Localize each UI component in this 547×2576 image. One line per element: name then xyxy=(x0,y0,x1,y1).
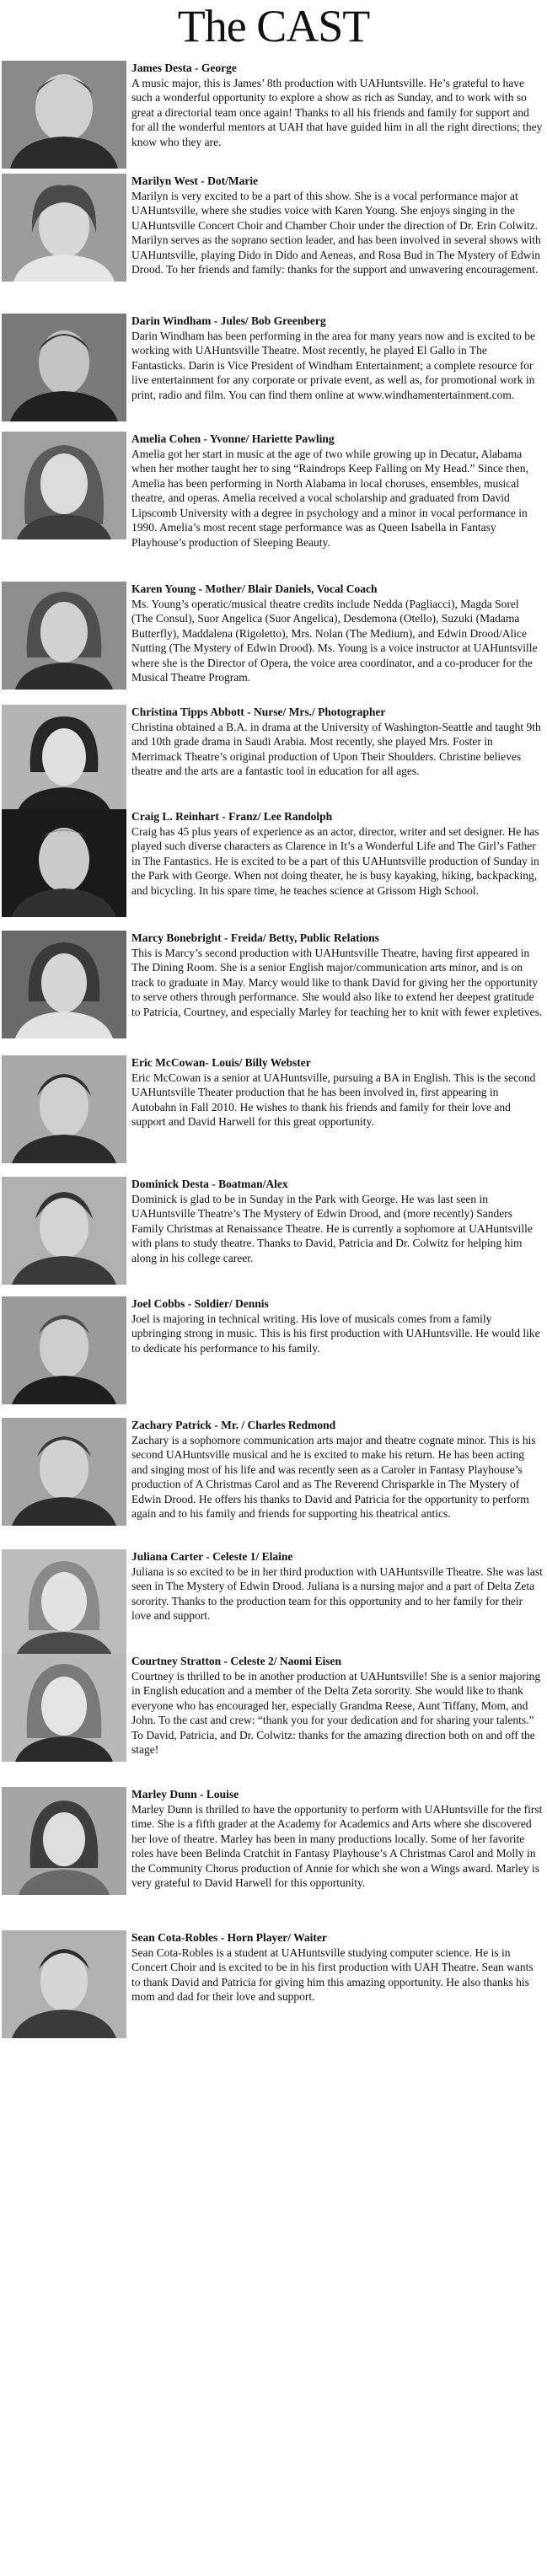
cast-bio: Dominick is glad to be in Sunday in the Park with George. He was last seen in UAHuntsville Theatre’s The Mystery of Edwin Drood, and (more recently) Sanders Family Christmas at Renaissance Theatre. He is currently a sophomore at UAHuntsville with plans to study theatre. Thanks to David, Patricia and Dr. Colwitz for helping him along in his college career. xyxy=(131,1192,533,1264)
cast-bio: Zachary is a sophomore communication arts major and theatre cognate minor. This is his second UAHuntsville musical and he is excited to make his return. He has been acting and singing most of his life and was recently seen as a Caroler in Fantasy Playhouse’s production of A Christmas Carol and as The Reverend Chrisparkle in The Mystery of Edwin Drood. He offers his thanks to David and Patricia for the opportunity to perform again and to his family and friends for supporting his theatrical antics. xyxy=(131,1433,536,1520)
cast-bio: Amelia got her start in music at the age of two while growing up in Decatur, Alabama when her mother taught her to sing “Raindrops Keep Falling on My Head.” Since then, Amelia has been performing in North Alabama in local choruses, ensembles, musical theatre, and operas. Amelia received a vocal scholarship and graduated from David Lipscomb University with a degree in psychology and a minor in vocal performance in 1990. Amelia’s most recent stage performance was as Queen Isabella in Fantasy Playhouse’s production of Sleeping Beauty. xyxy=(131,447,528,549)
cast-name-role: Zachary Patrick - Mr. / Charles Redmond xyxy=(131,1419,336,1431)
headshot-photo xyxy=(2,705,126,813)
headshot-photo xyxy=(2,1930,126,2038)
headshot-photo xyxy=(2,1177,126,1285)
cast-bio: Eric McCowan is a senior at UAHuntsville, pursuing a BA in English. This is the second UAHuntsville Theater production that he has been involved in, first appearing in Autobahn in Fall 2010. He wishes to thank his friends and family for their love and support and David Harwell for this great opportunity. xyxy=(131,1071,536,1128)
cast-name-role: Craig L. Reinhart - Franz/ Lee Randolph xyxy=(131,810,333,823)
headshot-photo xyxy=(2,582,126,690)
cast-bio: Craig has 45 plus years of experience as an actor, director, writer and set designer. He has played such diverse characters as Clarence in It’s a Wonderful Life and The Girl’s Father in The Fantastics. He is excited to be a part of this UAHuntsville production of Sunday in the Park with George. When not doing theater, he is busy kayaking, hiking, backpacking, and bicycling. In his spare time, he teaches science at Grissom High School. xyxy=(131,824,539,897)
cast-name-role: Sean Cota-Robles - Horn Player/ Waiter xyxy=(131,1931,327,1944)
cast-name-role: Marilyn West - Dot/Marie xyxy=(131,174,259,187)
cast-name-role: Juliana Carter - Celeste 1/ Elaine xyxy=(131,1550,293,1563)
cast-name-role: Marcy Bonebright - Freida/ Betty, Public Relations xyxy=(131,931,379,944)
cast-name-role: Courtney Stratton - Celeste 2/ Naomi Eisen xyxy=(131,1655,341,1667)
cast-bio: Juliana is so excited to be in her third production with UAHuntsville Theatre. She was last seen in The Mystery of Edwin Drood. Juliana is a nursing major and a part of Delta Zeta sorority. Thanks to the production team for this opportunity and to her family for their love and support. xyxy=(131,1564,543,1622)
headshot-photo xyxy=(2,1055,126,1163)
cast-name-role: Eric McCowan- Louis/ Billy Webster xyxy=(131,1056,311,1069)
cast-bio: Sean Cota-Robles is a student at UAHuntsville studying computer science. He is in Concert Choir and is excited to be in his first production with UAH Theatre. Sean wants to thank David and Patricia for giving him this amazing opportunity. He also thanks his mom and dad for their love and support. xyxy=(131,1945,534,2003)
headshot-photo xyxy=(2,809,126,917)
headshot-photo xyxy=(2,174,126,282)
headshot-photo xyxy=(2,1296,126,1404)
headshot-photo xyxy=(2,1549,126,1657)
cast-bio: Marley Dunn is thrilled to have the opportunity to perform with UAHuntsville for the first time. She is a fifth grader at the Academy for Academics and Arts where she discovered her love of theatre. Marley has been in many productions locally. Some of her favorite roles have been Belinda Cratchit in Fantasy Playhouse’s A Christmas Carol and Molly in the Community Chorus production of Annie for which she won a Wings award. Marley is very grateful to David Harwell for this opportunity. xyxy=(131,1802,543,1889)
cast-name-role: Joel Cobbs - Soldier/ Dennis xyxy=(131,1297,269,1310)
cast-name-role: Amelia Cohen - Yvonne/ Hariette Pawling xyxy=(131,432,335,445)
cast-bio: A music major, this is James’ 8th production with UAHuntsville. He’s grateful to have such a wonderful opportunity to explore a show as rich as Sunday, and to work with so great a directorial team once again! Thanks to all his friends and family for support and for all the wonderful mentors at UAH that have guided him in all the right directions; they know who they are. xyxy=(131,76,543,148)
headshot-photo xyxy=(2,314,126,421)
cast-name-role: James Desta - George xyxy=(131,62,237,74)
headshot-photo xyxy=(2,1787,126,1895)
cast-bio: Ms. Young’s operatic/musical theatre credits include Nedda (Pagliacci), Magda Sorel (The Consul), Suor Angelica (Suor Angelica), Desdemona (Otello), Suzuki (Madama Butterfly), Maddalena (Rigoletto), Mrs. Nolan (The Medium), and Edwin Drood/Alice Nutting (The Mystery of Edwin Drood). Ms. Young is a voice instructor at UAHuntsville where she is the Director of Opera, the voice area coordinator, and a co-producer for the Musical Theatre Program. xyxy=(131,597,538,684)
headshot-photo xyxy=(2,61,126,169)
headshot-photo xyxy=(2,1418,126,1526)
cast-name-role: Christina Tipps Abbott - Nurse/ Mrs./ Photographer xyxy=(131,706,386,718)
cast-bio: Darin Windham has been performing in the area for many years now and is excited to be working with UAHuntsville Theatre. Most recently, he played El Gallo in The Fantasticks. Darin is Vice President of Windham Entertainment; a complete resource for live entertainment for any corporate or private event, as well as, for promotional work in print, radio and film. You can find them online at www.windhamentertainment.com. xyxy=(131,329,536,401)
page-title: The CAST xyxy=(177,1,370,51)
headshot-photo xyxy=(2,931,126,1038)
cast-bio: This is Marcy’s second production with UAHuntsville Theatre, having first appeared in The Dining Room. She is a senior English major/communication arts minor, and is on track to graduate in May. Marcy would like to thank David for giving her the opportunity to serve others through performance. She would also like to extend her deepest gratitude to Patricia, Courtney, and especially Marley for teaching her to knit with fewer expletives. xyxy=(131,946,543,1018)
cast-name-role: Marley Dunn - Louise xyxy=(131,1788,239,1801)
cast-bio: Christina obtained a B.A. in drama at the University of Washington-Seattle and taught 9th and 10th grade drama in Saudi Arabia. Most recently, she played Mrs. Foster in Merrimack Theatre’s original production of Upon Their Shoulders. Christine believes theatre and the arts are a fantastic tool in education for all ages. xyxy=(131,720,541,777)
cast-bio: Joel is majoring in technical writing. His love of musicals comes from a family upbringing strong in music. This is his first production with UAHuntsville. He would like to dedicate his performance to his family. xyxy=(131,1312,540,1355)
cast-name-role: Dominick Desta - Boatman/Alex xyxy=(131,1178,288,1190)
cast-name-role: Karen Young - Mother/ Blair Daniels, Vocal Coach xyxy=(131,582,378,595)
headshot-photo xyxy=(2,432,126,539)
cast-bio: Marilyn is very excited to be a part of this show. She is a vocal performance major at UAHuntsville, where she studies voice with Karen Young. She enjoys singing in the UAHuntsville Concert Choir and Chamber Choir under the direction of Dr. Erin Colwitz. Marilyn serves as the soprano section leader, and has been involved in several shows with UAHuntsville, playing Dido in Dido and Aeneas, and Rosa Bud in The Mystery of Edwin Drood. To her friends and family: thanks for the support and unwavering encouragement. xyxy=(131,189,541,276)
cast-name-role: Darin Windham - Jules/ Bob Greenberg xyxy=(131,314,326,327)
headshot-photo xyxy=(2,1654,126,1762)
cast-bio: Courtney is thrilled to be in another production at UAHuntsville! She is a senior majoring in English education and a member of the Delta Zeta sorority. She would like to thank everyone who has encouraged her, especially Grandma Reese, Aunt Tiffany, Mom, and John. To the cast and crew: “thank you for your dedication and for sharing your talents.” To David, Patricia, and Dr. Colwitz: thanks for the amazing direction both on and off the stage! xyxy=(131,1669,541,1756)
